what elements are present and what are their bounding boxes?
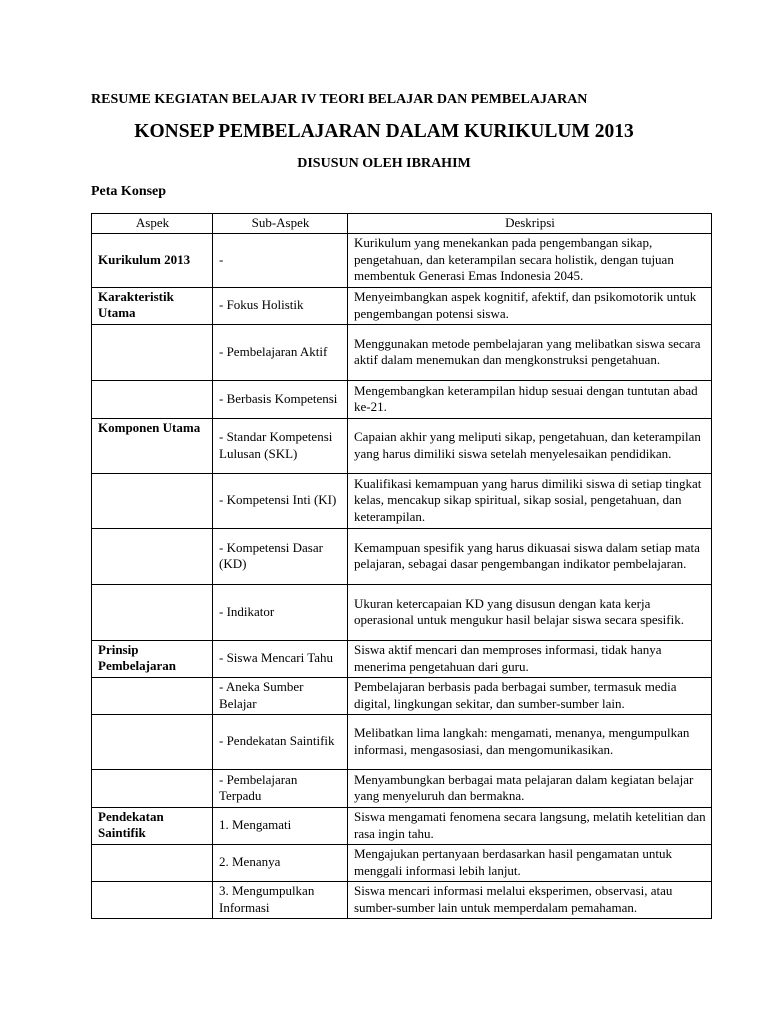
sub-aspek-cell: - Aneka Sumber Belajar: [213, 677, 348, 714]
table-row: [92, 844, 712, 881]
concept-map-table: [91, 213, 712, 919]
deskripsi-cell: Siswa mencari informasi melalui eksperimen, observasi, atau sumber-sumber lain untuk memperdalam pemahaman.: [348, 881, 712, 918]
header-deskripsi: Deskripsi: [348, 214, 712, 234]
aspek-cell: Komponen Utama: [92, 418, 213, 473]
sub-aspek-cell: 2. Menanya: [213, 844, 348, 881]
document-title: KONSEP PEMBELAJARAN DALAM KURIKULUM 2013: [134, 121, 634, 142]
deskripsi-cell: Ukuran ketercapaian KD yang disusun dengan kata kerja operasional untuk mengukur hasil belajar siswa secara spesifik.: [348, 584, 712, 640]
table-row: [92, 233, 712, 287]
sub-aspek-cell: 1. Mengamati: [213, 807, 348, 844]
aspek-cell: [92, 380, 213, 418]
sub-aspek-cell: - Indikator: [213, 584, 348, 640]
sub-aspek-cell: - Pembelajaran Aktif: [213, 324, 348, 380]
deskripsi-cell: Capaian akhir yang meliputi sikap, pengetahuan, dan keterampilan yang harus dimiliki siswa setelah menyelesaikan pendidikan.: [348, 418, 712, 473]
deskripsi-cell: Kurikulum yang menekankan pada pengembangan sikap, pengetahuan, dan keterampilan secara holistik, dengan tujuan membentuk Generasi Emas Indonesia 2045.: [348, 233, 712, 287]
aspek-cell: [92, 324, 213, 380]
sub-aspek-cell: - Siswa Mencari Tahu: [213, 640, 348, 677]
sub-aspek-cell: -: [213, 233, 348, 287]
deskripsi-cell: Menggunakan metode pembelajaran yang melibatkan siswa secara aktif dalam menemukan dan mengkonstruksi pengetahuan.: [348, 324, 712, 380]
table-header-row: [92, 214, 712, 234]
table-row: [92, 677, 712, 714]
deskripsi-cell: Kualifikasi kemampuan yang harus dimiliki siswa di setiap tingkat kelas, mencakup sikap spiritual, sikap sosial, pengetahuan, dan keterampilan.: [348, 473, 712, 528]
deskripsi-cell: Menyambungkan berbagai mata pelajaran dalam kegiatan belajar yang menyeluruh dan bermakna.: [348, 769, 712, 807]
aspek-cell: [92, 528, 213, 584]
deskripsi-cell: Pembelajaran berbasis pada berbagai sumber, termasuk media digital, lingkungan sekitar, dan sumber-sumber lain.: [348, 677, 712, 714]
aspek-cell: Prinsip Pembelajaran: [92, 640, 213, 677]
deskripsi-cell: Melibatkan lima langkah: mengamati, menanya, mengumpulkan informasi, mengasosiasi, dan mengomunikasikan.: [348, 714, 712, 769]
aspek-cell: Karakteristik Utama: [92, 287, 213, 324]
sub-aspek-cell: - Pembelajaran Terpadu: [213, 769, 348, 807]
sub-aspek-cell: - Fokus Holistik: [213, 287, 348, 324]
table-row: [92, 714, 712, 769]
table-row: [92, 528, 712, 584]
header-aspek: Aspek: [92, 214, 213, 234]
deskripsi-cell: Kemampuan spesifik yang harus dikuasai siswa dalam setiap mata pelajaran, sebagai dasar pengembangan indikator pembelajaran.: [348, 528, 712, 584]
deskripsi-cell: Siswa mengamati fenomena secara langsung, melatih ketelitian dan rasa ingin tahu.: [348, 807, 712, 844]
aspek-cell: [92, 881, 213, 918]
aspek-cell: Kurikulum 2013: [92, 233, 213, 287]
sub-aspek-cell: - Kompetensi Dasar (KD): [213, 528, 348, 584]
table-row: [92, 287, 712, 324]
aspek-cell: Pendekatan Saintifik: [92, 807, 213, 844]
table-row: [92, 640, 712, 677]
section-title: Peta Konsep: [91, 184, 167, 199]
aspek-cell: [92, 844, 213, 881]
document-author: DISUSUN OLEH IBRAHIM: [297, 156, 471, 171]
table-row: [92, 418, 712, 473]
table-row: [92, 584, 712, 640]
table-row: [92, 807, 712, 844]
sub-aspek-cell: - Pendekatan Saintifik: [213, 714, 348, 769]
aspek-cell: [92, 584, 213, 640]
sub-aspek-cell: - Kompetensi Inti (KI): [213, 473, 348, 528]
aspek-cell: [92, 473, 213, 528]
table-row: [92, 881, 712, 918]
deskripsi-cell: Mengembangkan keterampilan hidup sesuai dengan tuntutan abad ke-21.: [348, 380, 712, 418]
document-heading: RESUME KEGIATAN BELAJAR IV TEORI BELAJAR DAN PEMBELAJARAN: [91, 92, 588, 107]
sub-aspek-cell: - Berbasis Kompetensi: [213, 380, 348, 418]
aspek-cell: [92, 769, 213, 807]
aspek-cell: [92, 677, 213, 714]
aspek-cell: [92, 714, 213, 769]
table-row: [92, 324, 712, 380]
deskripsi-cell: Siswa aktif mencari dan memproses informasi, tidak hanya menerima pengetahuan dari guru.: [348, 640, 712, 677]
deskripsi-cell: Mengajukan pertanyaan berdasarkan hasil pengamatan untuk menggali informasi lebih lanjut.: [348, 844, 712, 881]
table-row: [92, 473, 712, 528]
table-row: [92, 769, 712, 807]
header-sub-aspek: Sub-Aspek: [213, 214, 348, 234]
deskripsi-cell: Menyeimbangkan aspek kognitif, afektif, dan psikomotorik untuk pengembangan potensi siswa.: [348, 287, 712, 324]
sub-aspek-cell: - Standar Kompetensi Lulusan (SKL): [213, 418, 348, 473]
table-row: [92, 380, 712, 418]
sub-aspek-cell: 3. Mengumpulkan Informasi: [213, 881, 348, 918]
